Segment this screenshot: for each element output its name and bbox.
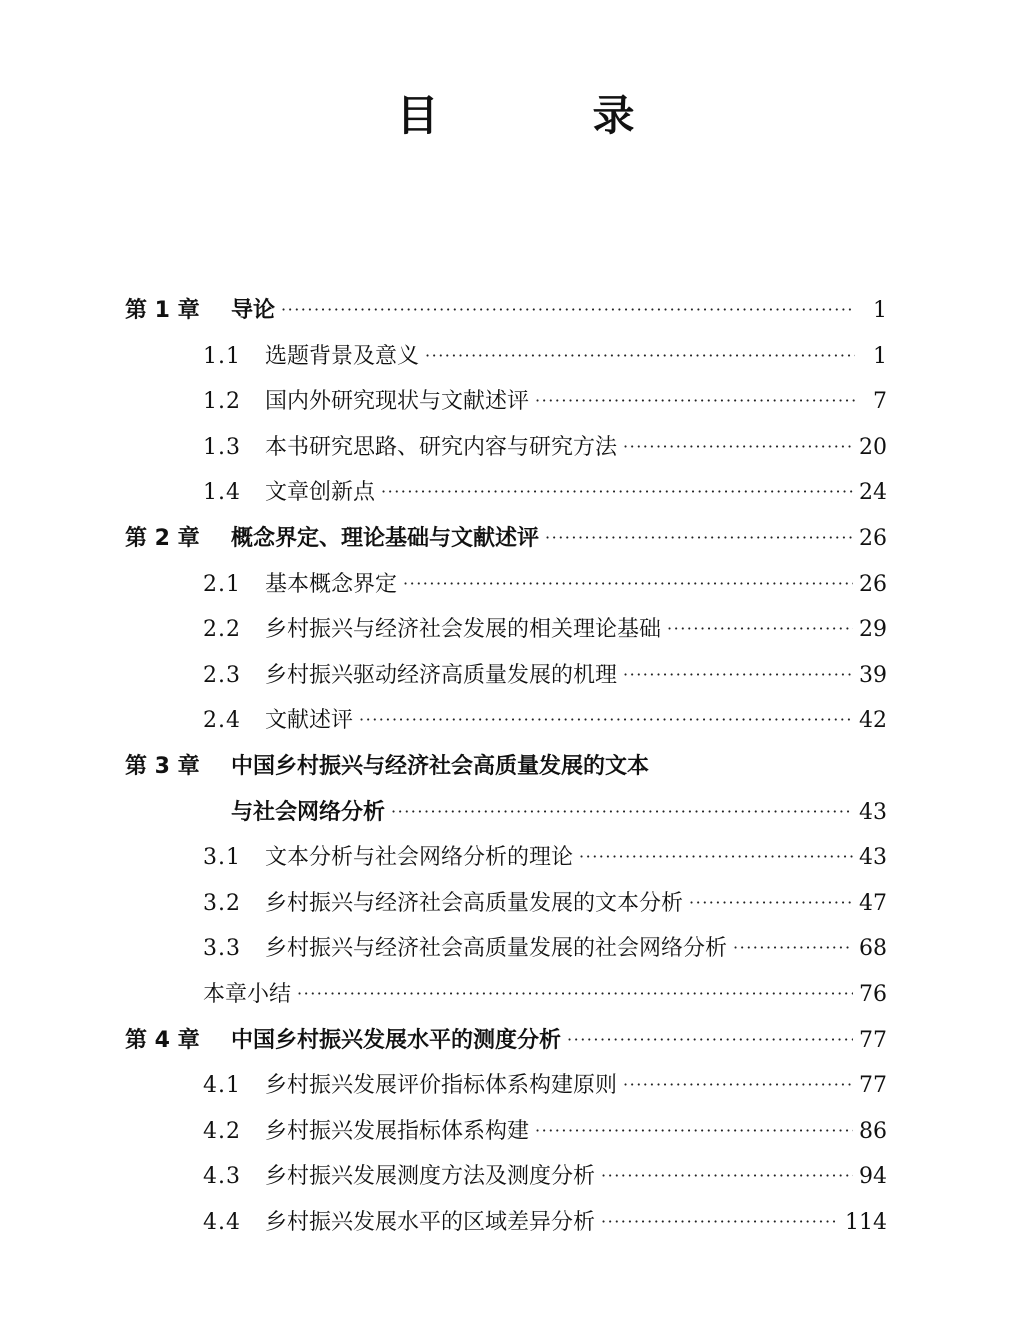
chapter-label: 第 4 章 [125,1027,200,1053]
dot-leader [381,469,853,515]
section-title: 基本概念界定 [265,571,398,597]
section-title: 乡村振兴发展评价指标体系构建原则 [265,1073,618,1099]
toc-section-entry[interactable] [125,1154,887,1200]
page-number: 114 [845,1209,887,1235]
toc-section-entry[interactable] [125,607,887,653]
section-number: 4.2 [203,1118,241,1144]
section-number: 1.3 [203,434,241,460]
section-number: 2.3 [203,662,241,688]
chapter-title: 与社会网络分析 [231,799,386,825]
chapter-title: 中国乡村振兴发展水平的测度分析 [231,1027,562,1053]
dot-leader [281,287,855,333]
page-title: 目 录 [396,91,691,140]
toc-section-entry[interactable] [125,1063,887,1109]
dot-leader [733,925,853,971]
page-number: 1 [873,343,887,369]
section-number: 2.4 [203,708,241,734]
page-number: 43 [859,799,887,825]
page-number: 1 [873,298,887,323]
dot-leader [601,1153,853,1199]
dot-leader [535,1108,853,1154]
dot-leader [667,606,853,652]
dot-leader [579,834,853,880]
section-number: 1.2 [203,389,241,415]
toc-section-entry[interactable] [125,470,887,516]
dot-leader [297,971,853,1017]
section-title: 乡村振兴发展指标体系构建 [265,1118,530,1144]
page-number: 20 [859,434,887,460]
toc-chapter-entry[interactable] [125,288,887,334]
toc-section-entry[interactable] [125,1109,887,1155]
page-number: 68 [859,936,887,962]
toc-chapter-entry[interactable] [125,516,887,562]
toc-section-entry[interactable] [125,835,887,881]
page-number: 47 [859,890,887,916]
section-title: 乡村振兴驱动经济高质量发展的机理 [265,662,618,688]
section-title: 本书研究思路、研究内容与研究方法 [265,434,618,460]
section-number: 4.3 [203,1164,241,1190]
page-number: 39 [859,662,887,688]
dot-leader [359,697,853,743]
page-number: 77 [859,1027,887,1053]
toc-section-entry[interactable] [125,926,887,972]
chapter-label: 第 1 章 [125,298,200,323]
page-number: 29 [859,617,887,643]
page-number: 76 [859,981,887,1007]
section-title: 本章小结 [203,981,292,1007]
toc-section-entry[interactable] [125,425,887,471]
toc-section-entry[interactable] [125,334,887,380]
chapter-title: 概念界定、理论基础与文献述评 [231,525,540,551]
section-title: 文献述评 [265,708,354,734]
dot-leader [545,515,853,561]
page-number: 26 [859,525,887,551]
toc-section-entry[interactable] [125,698,887,744]
section-title: 乡村振兴发展水平的区域差异分析 [265,1209,596,1235]
section-number: 4.1 [203,1073,241,1099]
dot-leader [689,880,853,926]
page-number: 24 [859,480,887,506]
page-number: 94 [859,1164,887,1190]
toc-section-entry[interactable] [125,379,887,425]
table-of-contents [125,288,887,1245]
section-title: 乡村振兴与经济社会高质量发展的社会网络分析 [265,936,728,962]
dot-leader [567,1017,853,1063]
page-number: 77 [859,1073,887,1099]
section-number: 1.1 [203,343,241,369]
dot-leader [425,333,855,379]
section-number: 4.4 [203,1209,241,1235]
toc-section-entry[interactable] [125,653,887,699]
toc-section-entry[interactable] [125,562,887,608]
page-number: 86 [859,1118,887,1144]
section-title: 选题背景及意义 [265,343,420,369]
dot-leader [535,378,855,424]
section-number: 2.2 [203,617,241,643]
chapter-title: 中国乡村振兴与经济社会高质量发展的文本 [231,753,650,779]
section-number: 3.1 [203,845,241,871]
section-number: 3.2 [203,890,241,916]
section-number: 1.4 [203,480,241,506]
dot-leader [623,652,853,698]
chapter-title: 导论 [231,298,276,323]
section-title: 文本分析与社会网络分析的理论 [265,845,574,871]
dot-leader [403,561,853,607]
toc-section-entry[interactable] [125,881,887,927]
dot-leader [623,424,853,470]
page-number: 42 [859,708,887,734]
section-title: 国内外研究现状与文献述评 [265,389,530,415]
section-title: 乡村振兴发展测度方法及测度分析 [265,1164,596,1190]
section-number: 3.3 [203,936,241,962]
section-title: 乡村振兴与经济社会高质量发展的文本分析 [265,890,684,916]
chapter-label: 第 3 章 [125,753,200,779]
section-number: 2.1 [203,571,241,597]
toc-section-entry[interactable] [125,1200,887,1246]
toc-chapter-entry-continued[interactable] [125,790,887,836]
dot-leader [601,1199,839,1245]
toc-summary-entry[interactable] [125,972,887,1018]
page-number: 43 [859,845,887,871]
section-title: 文章创新点 [265,480,376,506]
chapter-label: 第 2 章 [125,525,200,551]
page-number: 7 [873,389,887,415]
toc-chapter-entry[interactable] [125,744,887,790]
section-title: 乡村振兴与经济社会发展的相关理论基础 [265,617,662,643]
toc-chapter-entry[interactable] [125,1018,887,1064]
dot-leader [391,789,853,835]
dot-leader [623,1062,853,1108]
page-number: 26 [859,571,887,597]
